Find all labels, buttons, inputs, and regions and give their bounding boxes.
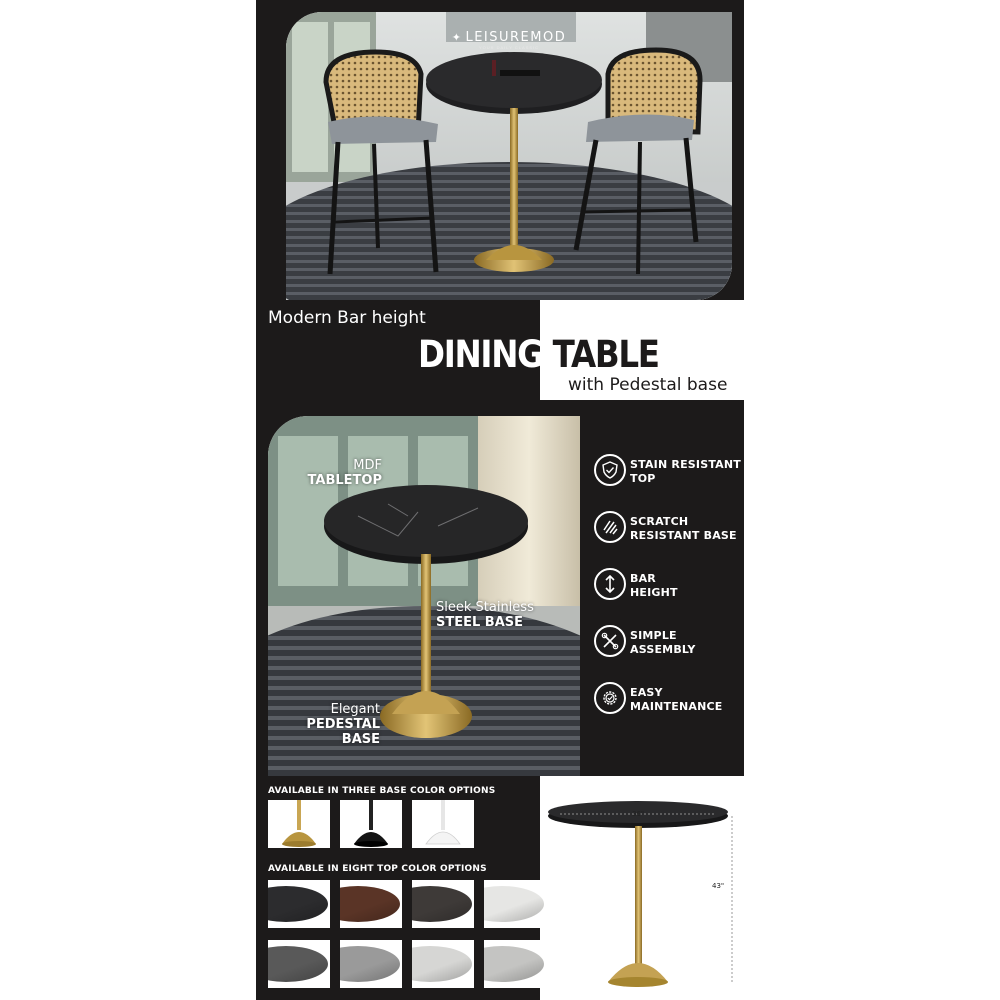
feature-4-line1: SIMPLE: [630, 629, 677, 642]
base-options-heading: AVAILABLE IN THREE BASE COLOR OPTIONS: [268, 786, 496, 796]
callout-steel-base: [436, 600, 566, 630]
top-swatch-8: [484, 940, 546, 988]
feature-easy-maintenance: [594, 680, 744, 720]
feature-1-line1: STAIN RESISTANT: [630, 458, 742, 471]
callout-pedestal-bold: PEDESTAL BASE: [306, 717, 380, 747]
wrench-screwdriver-icon: [594, 625, 626, 657]
top-swatch-3: [412, 880, 474, 928]
shield-check-icon: [594, 454, 626, 486]
product-sheet: [256, 0, 744, 1000]
top-swatch-disc: [268, 946, 328, 982]
top-swatch-disc: [412, 946, 472, 982]
feature-stain-resistant: [594, 452, 744, 492]
vertical-arrows-icon: [594, 568, 626, 600]
callout-tabletop-light: MDF: [353, 458, 382, 473]
brand-mark-icon: ✦: [451, 31, 463, 44]
top-swatch-1: [268, 880, 330, 928]
base-swatch-white: [412, 800, 474, 848]
feature-simple-assembly: [594, 623, 744, 663]
feature-3-line2: HEIGHT: [630, 586, 678, 599]
base-swatch-gold: [268, 800, 330, 848]
top-swatch-6: [340, 940, 402, 988]
dimension-diagram: [540, 776, 744, 1000]
callout-tabletop-bold: TABLETOP: [307, 473, 382, 488]
scratch-lines-icon: [594, 511, 626, 543]
top-swatch-7: [412, 940, 474, 988]
brand-tagline: YOUR DAILY CLASSIC: [478, 45, 540, 50]
top-swatch-4: [484, 880, 546, 928]
top-swatch-disc: [340, 886, 400, 922]
callout-pedestal-light: Elegant: [330, 702, 380, 717]
top-swatch-disc: [268, 886, 328, 922]
brand-name: LEISUREMOD: [465, 30, 567, 45]
feature-5-line2: MAINTENANCE: [630, 700, 723, 713]
hero-title-line1: Modern Bar height: [268, 308, 426, 328]
feature-2-line2: RESISTANT BASE: [630, 529, 737, 542]
base-swatch-black: [340, 800, 402, 848]
dimension-height-label: 43": [712, 882, 725, 890]
hero-photo: [286, 12, 732, 300]
top-swatch-disc: [484, 946, 544, 982]
feature-4-line2: ASSEMBLY: [630, 643, 696, 656]
feature-5-line1: EASY: [630, 686, 663, 699]
hero-title-line3: with Pedestal base: [568, 375, 728, 395]
top-swatch-disc: [484, 886, 544, 922]
callout-steel-bold: STEEL BASE: [436, 615, 524, 630]
hero-title-word-dining: DINING: [418, 333, 543, 376]
feature-scratch-resistant: [594, 509, 744, 549]
callout-tabletop: [280, 458, 382, 488]
callout-pedestal: [268, 702, 380, 747]
brand-logo: [286, 30, 732, 45]
top-swatch-disc: [412, 886, 472, 922]
feature-bar-height: [594, 566, 744, 606]
callout-steel-light: Sleek Stainless: [436, 600, 534, 615]
top-options-heading: AVAILABLE IN EIGHT TOP COLOR OPTIONS: [268, 864, 487, 874]
hero-title-line2: [418, 333, 659, 376]
dimension-width-label: 36": [632, 810, 645, 818]
gear-check-icon: [594, 682, 626, 714]
top-swatch-2: [340, 880, 402, 928]
feature-3-line1: BAR: [630, 572, 656, 585]
top-swatch-disc: [340, 946, 400, 982]
top-swatch-5: [268, 940, 330, 988]
hero-title-word-table: TABLE: [552, 333, 659, 376]
feature-1-line2: TOP: [630, 472, 656, 485]
feature-2-line1: SCRATCH: [630, 515, 689, 528]
